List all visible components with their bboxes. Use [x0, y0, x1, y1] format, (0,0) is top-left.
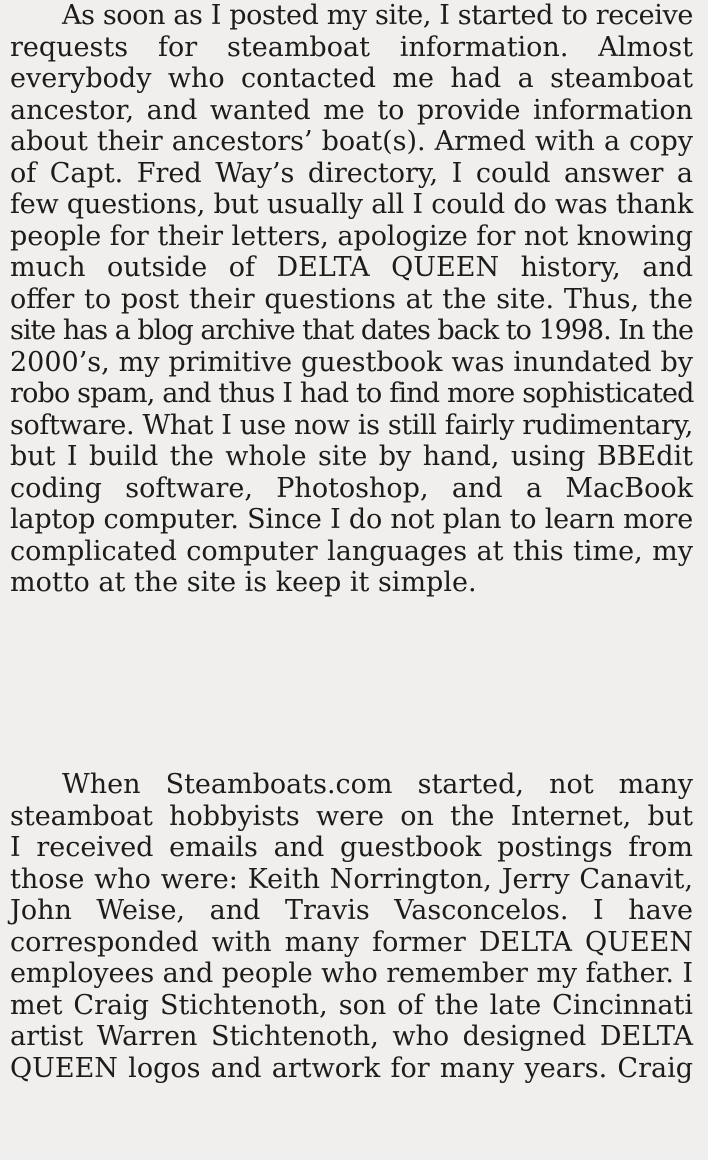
text-line: complicated computer languages at this time, my [10, 535, 693, 567]
text-line: steamboat hobbyists were on the Internet, but [10, 800, 693, 832]
text-line: offer to post their questions at the site. Thus, the [10, 283, 693, 315]
text-line: QUEEN logos and artwork for many years. Craig [10, 1052, 693, 1084]
paragraph-2 [10, 769, 693, 1084]
text-line: everybody who contacted me had a steamboat [10, 63, 693, 94]
text-line: of Capt. Fred Way’s directory, I could answer a [10, 157, 693, 189]
text-line: I received emails and guestbook postings from [10, 832, 693, 863]
text-line: much outside of DELTA QUEEN history, and [10, 252, 693, 283]
text-line: site has a blog archive that dates back to 1998. In the [10, 315, 693, 346]
text-line: met Craig Stichtenoth, son of the late Cincinnati [10, 989, 693, 1021]
text-line: As soon as I posted my site, I started to receive [62, 0, 694, 31]
text-line: few questions, but usually all I could do was thank [10, 189, 693, 220]
text-line: people for their letters, apologize for not knowing [10, 220, 693, 252]
text-line: laptop computer. Since I do not plan to learn more [10, 504, 693, 535]
text-line: those who were: Keith Norrington, Jerry Canavit, [10, 863, 693, 895]
text-line: software. What I use now is still fairly rudimentary, [10, 409, 693, 441]
text-line: coding software, Photoshop, and a MacBook [10, 472, 693, 504]
text-line: artist Warren Stichtenoth, who designed DELTA [10, 1021, 693, 1052]
text-line: robo spam, and thus I had to find more sophisticated [10, 378, 694, 409]
paragraph-1 [10, 0, 693, 599]
text-line: employees and people who remember my father. I [10, 958, 693, 989]
text-line: When Steamboats.com started, not many [62, 769, 693, 800]
text-line: ancestor, and wanted me to provide information [10, 94, 693, 126]
text-line: corresponded with many former DELTA QUEEN [10, 926, 693, 958]
text-line: about their ancestors’ boat(s). Armed with a copy [10, 126, 693, 157]
text-line: John Weise, and Travis Vasconcelos. I have [10, 895, 693, 926]
text-line: motto at the site is keep it simple. [10, 567, 477, 598]
text-line: requests for steamboat information. Almost [10, 31, 693, 63]
text-line: 2000’s, my primitive guestbook was inundated by [10, 346, 693, 378]
text-line: but I build the whole site by hand, using BBEdit [10, 441, 693, 472]
